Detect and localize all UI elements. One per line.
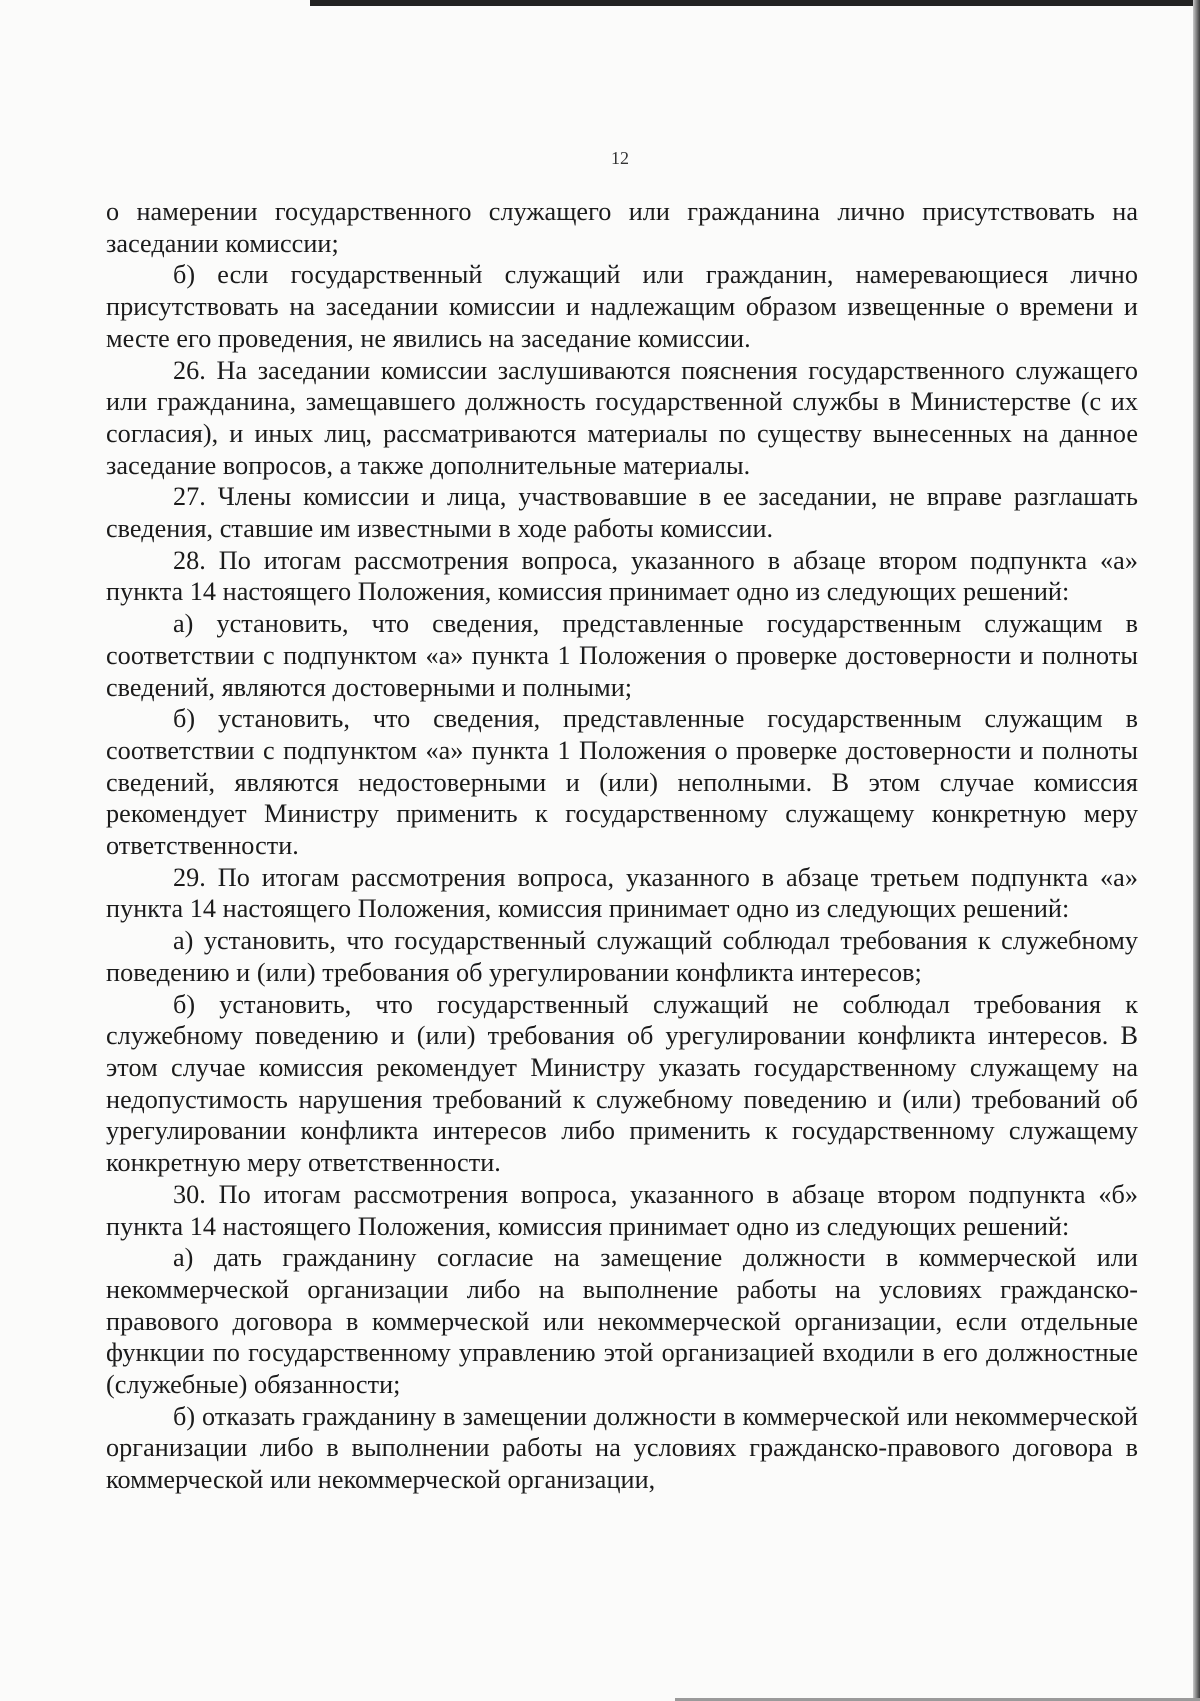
- paragraph-28b: б) установить, что сведения, представленные государственным служащим в соответствии с подпунктом «а» пункта 1 Положения о проверке достоверности и полноты сведений, являются недостоверными и (или) неполными. В этом случае комиссия рекомендует Министру применить к государственному служащему конкретную меру ответственности.: [106, 704, 1138, 861]
- paragraph-30b: б) отказать гражданину в замещении должности в коммерческой или некоммерческой организации либо в выполнении работы на условиях гражданско-правового договора в коммерческой или некоммерческой организации,: [106, 1401, 1138, 1495]
- paragraph-continuation: о намерении государственного служащего или гражданина лично присутствовать на заседании комиссии;: [106, 197, 1138, 258]
- scan-top-edge: [310, 0, 1200, 6]
- document-body: [106, 196, 1138, 1496]
- paragraph-28a: а) установить, что сведения, представленные государственным служащим в соответствии с подпунктом «а» пункта 1 Положения о проверке достоверности и полноты сведений, являются достоверными и полными;: [106, 609, 1138, 702]
- paragraph-27: 27. Члены комиссии и лица, участвовавшие в ее заседании, не вправе разглашать сведения, ставшие им известными в ходе работы комиссии.: [106, 482, 1138, 544]
- paragraph-30a: а) дать гражданину согласие на замещение должности в коммерческой или некоммерческой организации либо на выполнение работы на условиях гражданско-правового договора в коммерческой или некоммерческой организации, если отдельные функции по государственному управлению этой организацией входили в его должностные (служебные) обязанности;: [106, 1243, 1138, 1400]
- paragraph-26: 26. На заседании комиссии заслушиваются пояснения государственного служащего или гражданина, замещавшего должность государственной службы в Министерстве (с их согласия), и иных лиц, рассматриваются материалы по существу вынесенных на данное заседание вопросов, а также дополнительные материалы.: [106, 355, 1138, 480]
- paragraph-28: 28. По итогам рассмотрения вопроса, указанного в абзаце втором подпункта «а» пункта 14 настоящего Положения, комиссия принимает одно из следующих решений:: [106, 545, 1138, 607]
- paragraph-29: 29. По итогам рассмотрения вопроса, указанного в абзаце третьем подпункта «а» пункта 14 настоящего Положения, комиссия принимает одно из следующих решений:: [106, 862, 1138, 924]
- paragraph-29b: б) установить, что государственный служащий не соблюдал требования к служебному поведению и (или) требования об урегулировании конфликта интересов. В этом случае комиссия рекомендует Министру указать государственному служащему на недопустимость нарушения требований к служебному поведению и (или) требований об урегулировании конфликта интересов либо применить к государственному служащему конкретную меру ответственности.: [106, 989, 1138, 1178]
- paragraph-30: 30. По итогам рассмотрения вопроса, указанного в абзаце втором подпункта «б» пункта 14 настоящего Положения, комиссия принимает одно из следующих решений:: [106, 1179, 1138, 1241]
- paragraph-29a: а) установить, что государственный служащий соблюдал требования к служебному поведению и (или) требования об урегулировании конфликта интересов;: [106, 926, 1138, 987]
- paragraph-25b: б) если государственный служащий или гражданин, намеревающиеся лично присутствовать на заседании комиссии и надлежащим образом извещенные о времени и месте его проведения, не явились на заседание комиссии.: [106, 260, 1138, 353]
- page-number: 12: [611, 148, 629, 168]
- scan-right-edge: [1193, 0, 1200, 1701]
